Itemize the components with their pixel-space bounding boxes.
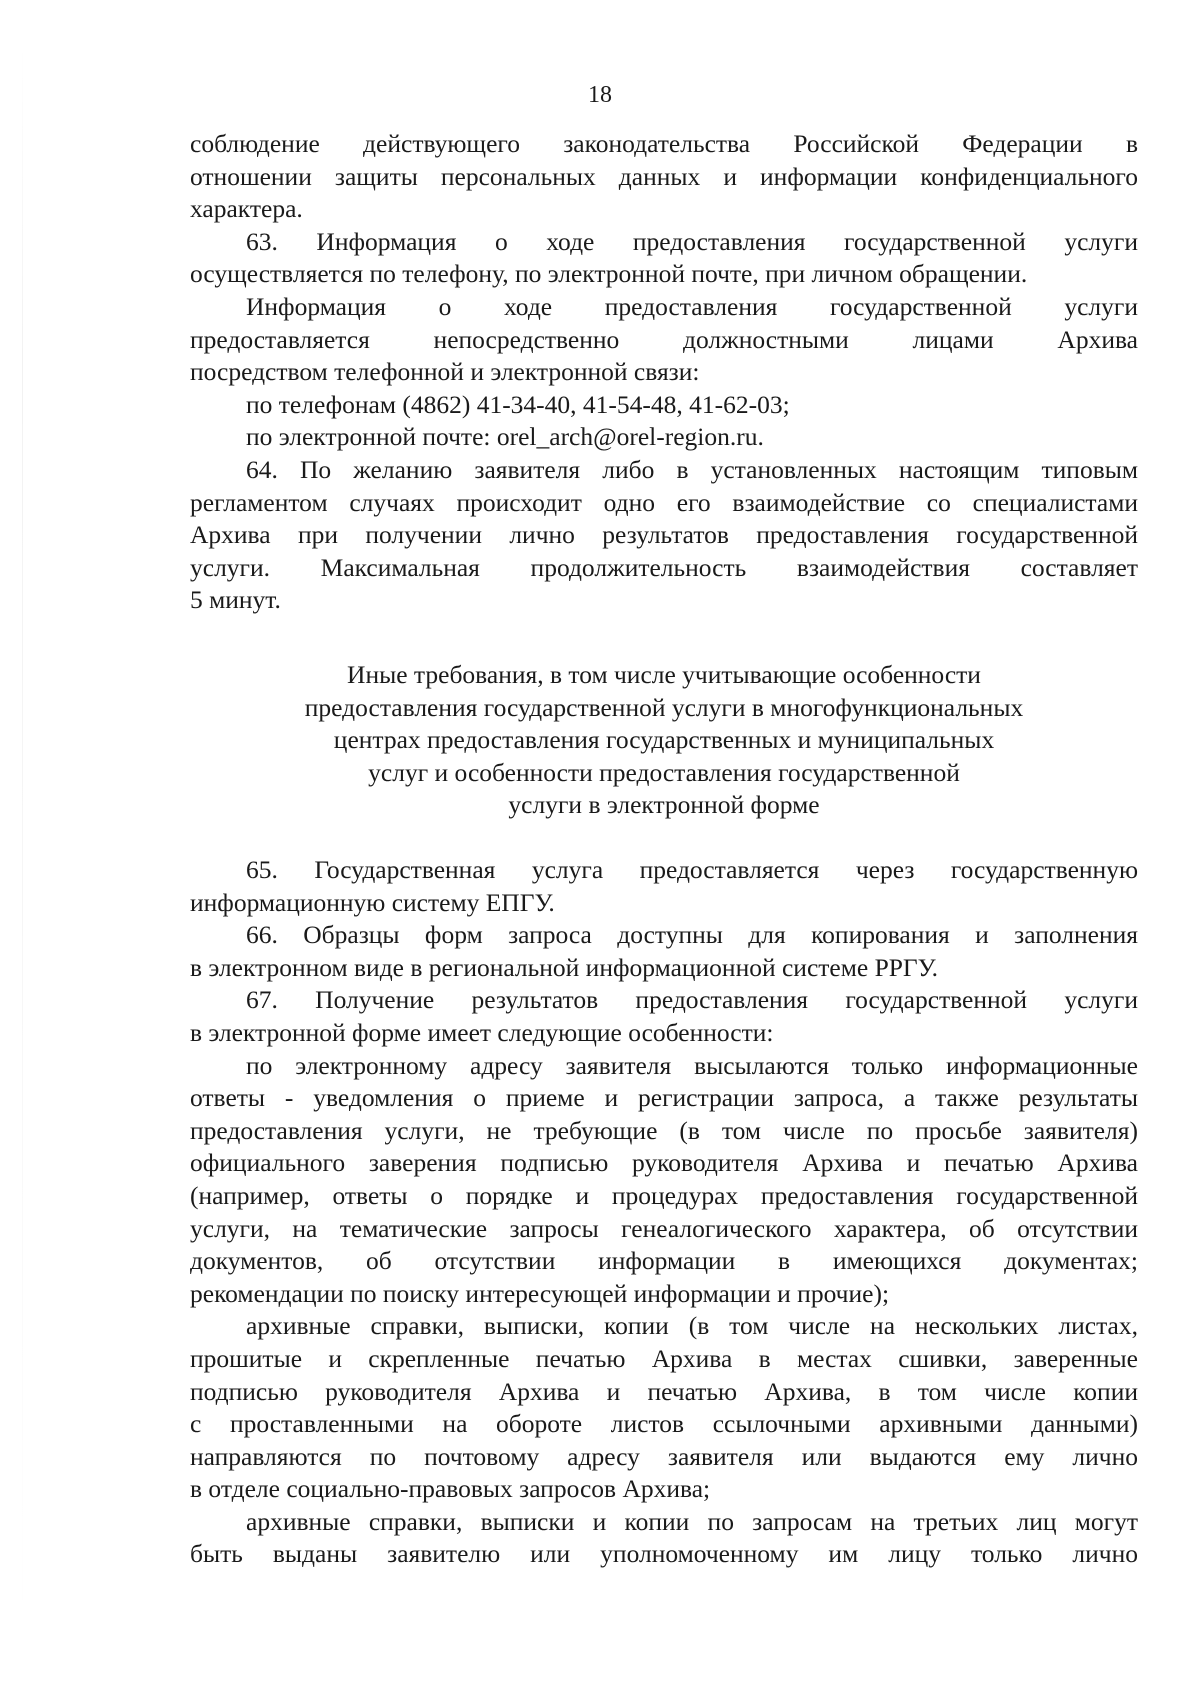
text-line: регламентом случаях происходит одно его взаимодействие со специалистами [190, 487, 1138, 517]
text-line: по телефонам (4862) 41-34-40, 41-54-48, 41-62-03; [246, 389, 790, 419]
heading-line: Иные требования, в том числе учитывающие особенности [347, 660, 981, 689]
heading-line: предоставления государственной услуги в многофункциональных [304, 692, 1024, 722]
text-block-upper [190, 128, 1138, 617]
text-line: Архива при получении лично результатов предоставления государственной [190, 520, 1138, 550]
heading-line: центрах предоставления государственных и муниципальных [333, 725, 995, 755]
text-line: отношении защиты персональных данных и информации конфиденциального [190, 161, 1138, 191]
text-line: документов, об отсутствии информации в имеющихся документах; [190, 1246, 1138, 1276]
text-line: направляются по почтовому адресу заявителя или выдаются ему лично [190, 1441, 1138, 1471]
text-line: прошитые и скрепленные печатью Архива в местах сшивки, заверенные [190, 1343, 1138, 1373]
text-line: по электронному адресу заявителя высылаются только информационные [246, 1050, 1138, 1080]
text-line: посредством телефонной и электронной связи: [190, 357, 700, 387]
text-line: подписью руководителя Архива и печатью Архива, в том числе копии [190, 1376, 1138, 1406]
text-line: архивные справки, выписки и копии по запросам на третьих лиц могут [246, 1506, 1138, 1536]
scan-edge-shadow [22, 40, 23, 1640]
text-line: услуги, на тематические запросы генеалогического характера, об отсутствии [190, 1213, 1138, 1243]
text-block-lower [190, 854, 1138, 1571]
text-line: в электронном виде в региональной информационной системе РРГУ. [190, 952, 938, 982]
heading-line: услуги в электронной форме [508, 790, 820, 820]
text-line: предоставляется непосредственно должностными лицами Архива [190, 324, 1138, 354]
text-line: рекомендации по поиску интересующей информации и прочие); [190, 1278, 890, 1308]
text-line: характера. [190, 194, 303, 224]
text-line: 67. Получение результатов предоставления государственной услуги [246, 985, 1138, 1015]
text-line: Информация о ходе предоставления государственной услуги [246, 291, 1138, 321]
text-line: 64. По желанию заявителя либо в установленных настоящим типовым [246, 454, 1138, 484]
text-line: (например, ответы о порядке и процедурах предоставления государственной [190, 1180, 1138, 1210]
heading-line: услуг и особенности предоставления государственной [368, 757, 960, 787]
text-line: 66. Образцы форм запроса доступны для копирования и заполнения [246, 920, 1138, 950]
page-number: 18 [588, 82, 612, 108]
text-line: 65. Государственная услуга предоставляется через государственную [246, 855, 1138, 884]
text-line: 5 минут. [190, 585, 281, 615]
text-line: услуги. Максимальная продолжительность взаимодействия составляет [190, 552, 1138, 582]
text-line: в электронной форме имеет следующие особенности: [190, 1017, 774, 1047]
text-line: ответы - уведомления о приеме и регистрации запроса, а также результаты [190, 1083, 1138, 1113]
text-line: соблюдение действующего законодательства Российской Федерации в [190, 129, 1138, 158]
text-line: быть выданы заявителю или уполномоченному им лицу только лично [190, 1539, 1138, 1569]
text-line: 63. Информация о ходе предоставления государственной услуги [246, 226, 1138, 256]
text-line: в отделе социально-правовых запросов Архива; [190, 1474, 711, 1504]
text-line: предоставления услуги, не требующие (в том числе по просьбе заявителя) [190, 1115, 1138, 1145]
text-line: информационную систему ЕПГУ. [190, 887, 555, 917]
text-line: по электронной почте: orel_arch@orel-region.ru. [246, 422, 764, 452]
text-line: официального заверения подписью руководителя Архива и печатью Архива [190, 1148, 1138, 1178]
section-heading [190, 659, 1138, 822]
text-line: осуществляется по телефону, по электронной почте, при личном обращении. [190, 259, 1028, 289]
text-line: с проставленными на обороте листов ссылочными архивными данными) [190, 1409, 1138, 1439]
text-line: архивные справки, выписки, копии (в том числе на нескольких листах, [246, 1311, 1138, 1341]
